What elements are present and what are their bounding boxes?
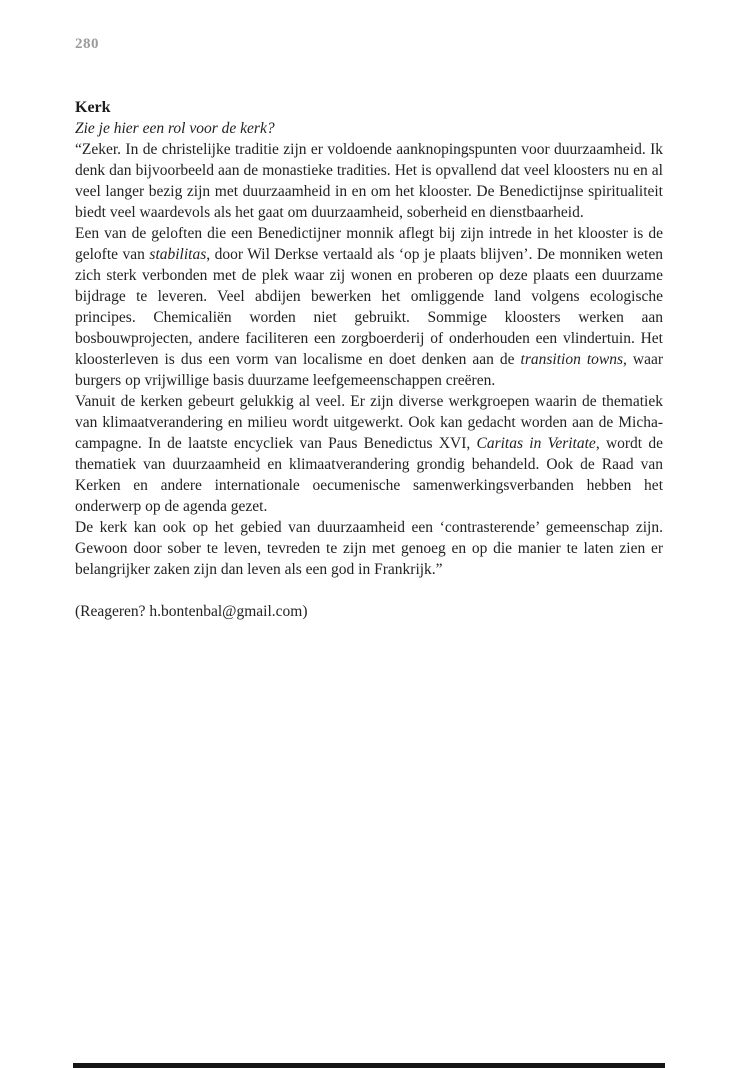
page-number: 280 [75, 36, 99, 52]
text-run: Vanuit de kerken gebeurt gelukkig al veel. Er zijn diverse werkgroepen waarin de thematiek van klimaatverandering en milieu wordt uitgewerkt. Ook kan gedacht worden aan de Micha-campagne. In de laatste encycliek van Paus Benedictus XVI, [75, 393, 663, 452]
page-content [75, 0, 663, 622]
paragraph [75, 391, 663, 517]
italic-term: Caritas in Veritate [476, 435, 596, 452]
paragraph [75, 517, 663, 580]
interview-question: Zie je hier een rol voor de kerk? [75, 120, 275, 137]
page-bottom-edge [73, 1063, 665, 1068]
italic-term: stabilitas [149, 246, 207, 263]
italic-term: transition towns [520, 351, 624, 368]
paragraph [75, 223, 663, 391]
text-run: , wordt de thematiek van duurzaamheid en klimaatverandering grondig behandeld. Ook de Raad van Kerken en andere internationale oecumenische samenwerkingsverbanden hebben het onderwerp op de agenda gezet. [75, 435, 663, 515]
text-run: , door Wil Derkse vertaald als ‘op je plaats blijven’. De monniken weten zich sterk verbonden met de plek waar zij wonen en proberen op deze plaats een duurzame bijdrage te leveren. Veel abdijen bewerken het omliggende land volgens ecologische principes. Chemicaliën worden niet gebruikt. Sommige kloosters werken aan bosbouwprojecten, andere faciliteren een zorgboerderij of onderhouden een vlindertuin. Het kloosterleven is dus een vorm van localisme en doet denken aan de [75, 246, 663, 368]
text-run: De kerk kan ook op het gebied van duurzaamheid een ‘contrasterende’ gemeenschap zijn. Gewoon door sober te leven, tevreden te zijn met genoeg en op die manier te laten zien er belangrijker zaken zijn dan leven als een god in Frankrijk.” [75, 519, 663, 578]
contact-line: (Reageren? h.bontenbal@gmail.com) [75, 603, 308, 620]
article [75, 97, 663, 622]
text-run: , waar burgers op vrijwillige basis duurzame leefgemeenschappen creëren. [75, 351, 664, 389]
article-body [75, 139, 663, 580]
paragraph [75, 139, 663, 223]
section-heading: Kerk [75, 99, 111, 116]
text-run: Een van de geloften die een Benedictijner monnik aflegt bij zijn intrede in het klooster is de gelofte van [75, 225, 663, 263]
text-run: “Zeker. In de christelijke traditie zijn er voldoende aanknopingspunten voor duurzaamheid. Ik denk dan bijvoorbeeld aan de monastieke tradities. Het is opvallend dat veel kloosters nu en al veel langer bezig zijn met duurzaamheid in en om het klooster. De Benedictijnse spiritualiteit biedt veel waardevols als het gaat om duurzaamheid, soberheid en dienstbaarheid. [75, 141, 663, 221]
